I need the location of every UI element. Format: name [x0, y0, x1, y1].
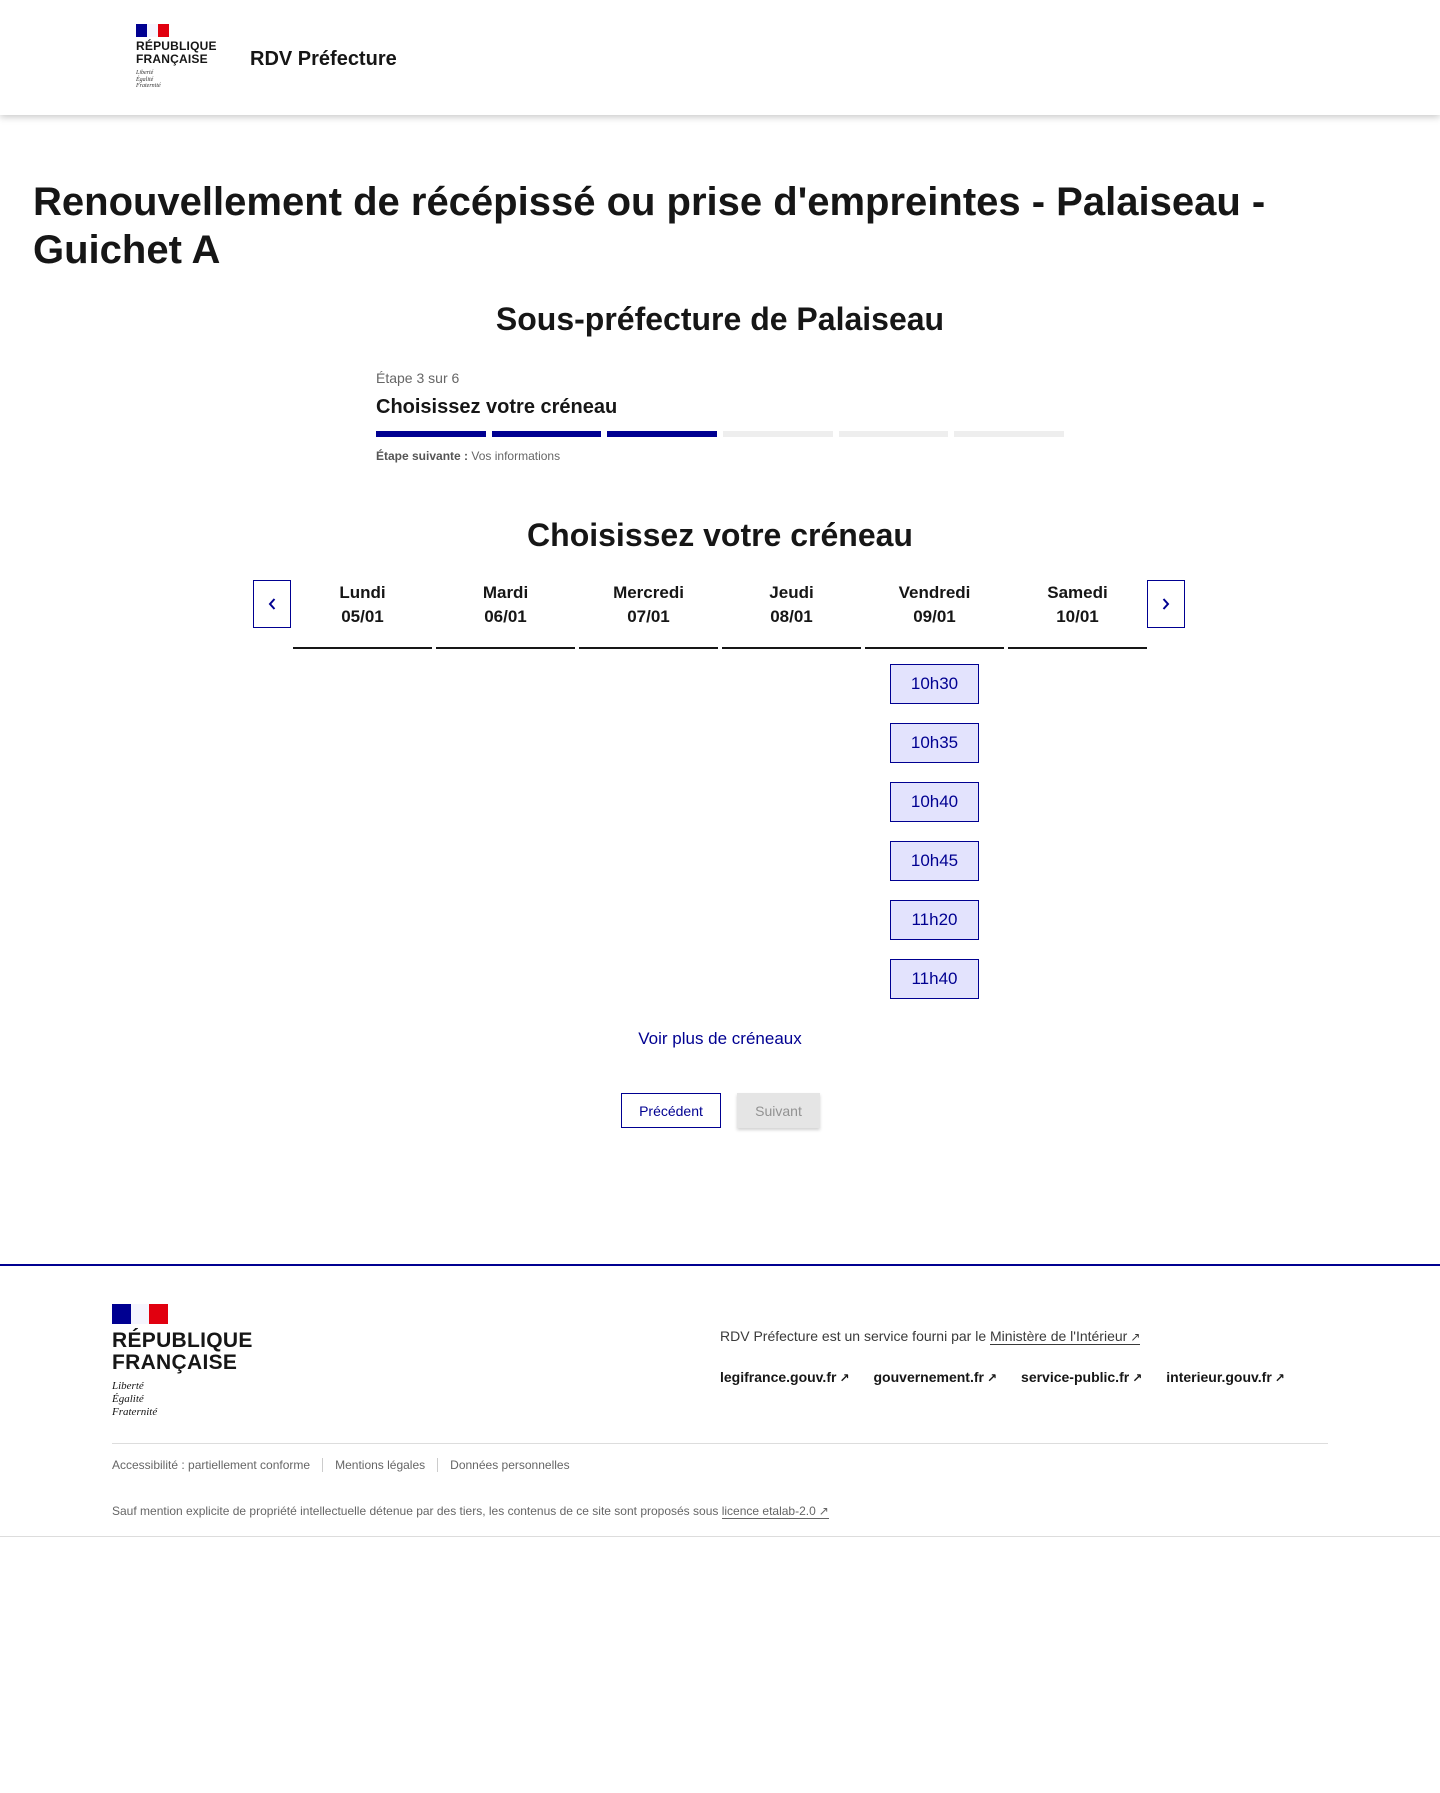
stepper — [376, 370, 1064, 463]
service-name[interactable]: RDV Préfecture — [250, 48, 397, 70]
step-count: Étape 3 sur 6 — [376, 370, 460, 386]
next-step — [376, 449, 1064, 463]
motto-liberte: Liberté — [112, 1380, 144, 1392]
motto-fraternite: Fraternité — [136, 83, 161, 89]
motto-fraternite: Fraternité — [112, 1406, 158, 1418]
day-column-mercredi — [579, 581, 718, 649]
step-bar-3 — [607, 431, 717, 437]
footer-link-interieur[interactable] — [1166, 1369, 1285, 1385]
external-link-icon: ↗ — [1274, 1371, 1285, 1385]
slot-list — [865, 664, 1004, 999]
marianne-flag-icon — [112, 1304, 168, 1324]
day-name: Lundi — [339, 583, 386, 602]
legal-notice-link[interactable]: Mentions légales — [322, 1458, 437, 1472]
footer-link-gouvernement[interactable] — [874, 1369, 998, 1385]
day-column-mardi — [436, 581, 575, 649]
time-slot-button[interactable]: 10h35 — [890, 723, 979, 763]
day-name: Mercredi — [613, 583, 684, 602]
time-slot-button[interactable]: 11h20 — [890, 900, 979, 940]
external-link-icon: ↗ — [839, 1371, 850, 1385]
footer-link-label: interieur.gouv.fr — [1166, 1369, 1272, 1385]
day-column-samedi — [1008, 581, 1147, 649]
day-name: Samedi — [1047, 583, 1108, 602]
republique-francaise-logo[interactable] — [136, 24, 220, 90]
footer-link-service-public[interactable] — [1021, 1369, 1142, 1385]
previous-week-button[interactable] — [253, 580, 291, 628]
logo-motto — [136, 70, 220, 90]
day-header — [1008, 581, 1147, 649]
license-link-label: licence etalab-2.0 — [721, 1504, 816, 1518]
day-name: Jeudi — [769, 583, 814, 602]
day-date: 05/01 — [341, 607, 384, 626]
license-link[interactable] — [722, 1504, 829, 1519]
next-week-button[interactable] — [1147, 580, 1185, 628]
motto-egalite: Égalité — [112, 1393, 144, 1405]
step-bar-4 — [723, 431, 833, 437]
day-header — [865, 581, 1004, 649]
ministere-link[interactable] — [990, 1328, 1140, 1345]
footer-link-label: service-public.fr — [1021, 1369, 1130, 1385]
next-step-value: Vos informations — [471, 449, 561, 463]
site-header — [0, 0, 1440, 115]
footer-logo-text — [112, 1330, 252, 1374]
day-column-lundi — [293, 581, 432, 649]
step-bar-6 — [954, 431, 1064, 437]
time-slot-button[interactable]: 10h45 — [890, 841, 979, 881]
calendar-title: Choisissez votre créneau — [527, 517, 913, 553]
day-column-jeudi — [722, 581, 861, 649]
ministere-link-label: Ministère de l'Intérieur — [990, 1328, 1128, 1344]
day-date: 07/01 — [627, 607, 670, 626]
day-date: 09/01 — [913, 607, 956, 626]
footer-links — [720, 1369, 1285, 1385]
day-header — [293, 581, 432, 649]
motto-liberte: Liberté — [136, 70, 154, 76]
step-bar-2 — [492, 431, 602, 437]
day-name: Vendredi — [898, 583, 971, 602]
step-progress — [376, 431, 1064, 437]
footer-logo-motto — [112, 1380, 252, 1419]
footer-link-legifrance[interactable] — [720, 1369, 850, 1385]
day-header — [722, 581, 861, 649]
external-link-icon: ↗ — [986, 1371, 998, 1385]
day-header — [436, 581, 575, 649]
external-link-icon: ↗ — [818, 1504, 829, 1518]
day-date: 06/01 — [484, 607, 527, 626]
step-bar-1 — [376, 431, 486, 437]
step-bar-5 — [839, 431, 949, 437]
external-link-icon: ↗ — [1130, 1330, 1141, 1344]
accessibility-link[interactable]: Accessibilité : partiellement conforme — [112, 1458, 311, 1472]
day-header — [579, 581, 718, 649]
logo-line-2: FRANÇAISE — [136, 52, 208, 66]
page-title: Renouvellement de récépissé ou prise d'empreintes - Palaiseau - Guichet A — [33, 180, 1266, 272]
footer-bottom-links — [112, 1458, 582, 1472]
previous-button[interactable]: Précédent — [621, 1093, 721, 1128]
day-column-vendredi — [865, 581, 1004, 999]
day-date: 08/01 — [770, 607, 813, 626]
prefecture-title: Sous-préfecture de Palaiseau — [495, 301, 945, 337]
chevron-left-icon — [267, 597, 277, 611]
personal-data-link[interactable]: Données personnelles — [437, 1458, 581, 1472]
next-step-label: Étape suivante : — [376, 449, 469, 463]
footer-link-label: gouvernement.fr — [873, 1369, 984, 1385]
logo-text — [136, 40, 220, 66]
footer-desc-text: RDV Préfecture est un service fourni par le — [720, 1328, 991, 1344]
external-link-icon: ↗ — [1132, 1371, 1143, 1385]
footer-logo-line-1: RÉPUBLIQUE — [112, 1329, 253, 1352]
time-slot-button[interactable]: 11h40 — [890, 959, 979, 999]
step-title: Choisissez votre créneau — [376, 396, 618, 418]
more-slots-link[interactable]: Voir plus de créneaux — [638, 1029, 802, 1048]
site-footer — [0, 1264, 1440, 1537]
footer-description — [720, 1328, 1140, 1344]
time-slot-button[interactable]: 10h40 — [890, 782, 979, 822]
time-slot-button[interactable]: 10h30 — [890, 664, 979, 704]
logo-line-1: RÉPUBLIQUE — [136, 39, 217, 53]
header-brand[interactable] — [136, 24, 397, 90]
footer-logo-line-2: FRANÇAISE — [112, 1351, 238, 1374]
day-date: 10/01 — [1056, 607, 1099, 626]
license-text: Sauf mention explicite de propriété intellectuelle détenue par des tiers, les contenus de ce site sont proposés sous — [112, 1504, 722, 1518]
footer-divider — [112, 1443, 1328, 1444]
marianne-flag-icon — [136, 24, 169, 37]
footer-republique-logo[interactable] — [112, 1304, 252, 1419]
next-button[interactable]: Suivant — [737, 1093, 820, 1128]
footer-license — [112, 1504, 829, 1518]
day-name: Mardi — [482, 583, 529, 602]
chevron-right-icon — [1161, 597, 1171, 611]
motto-egalite: Égalité — [136, 76, 154, 83]
footer-link-label: legifrance.gouv.fr — [720, 1369, 837, 1385]
